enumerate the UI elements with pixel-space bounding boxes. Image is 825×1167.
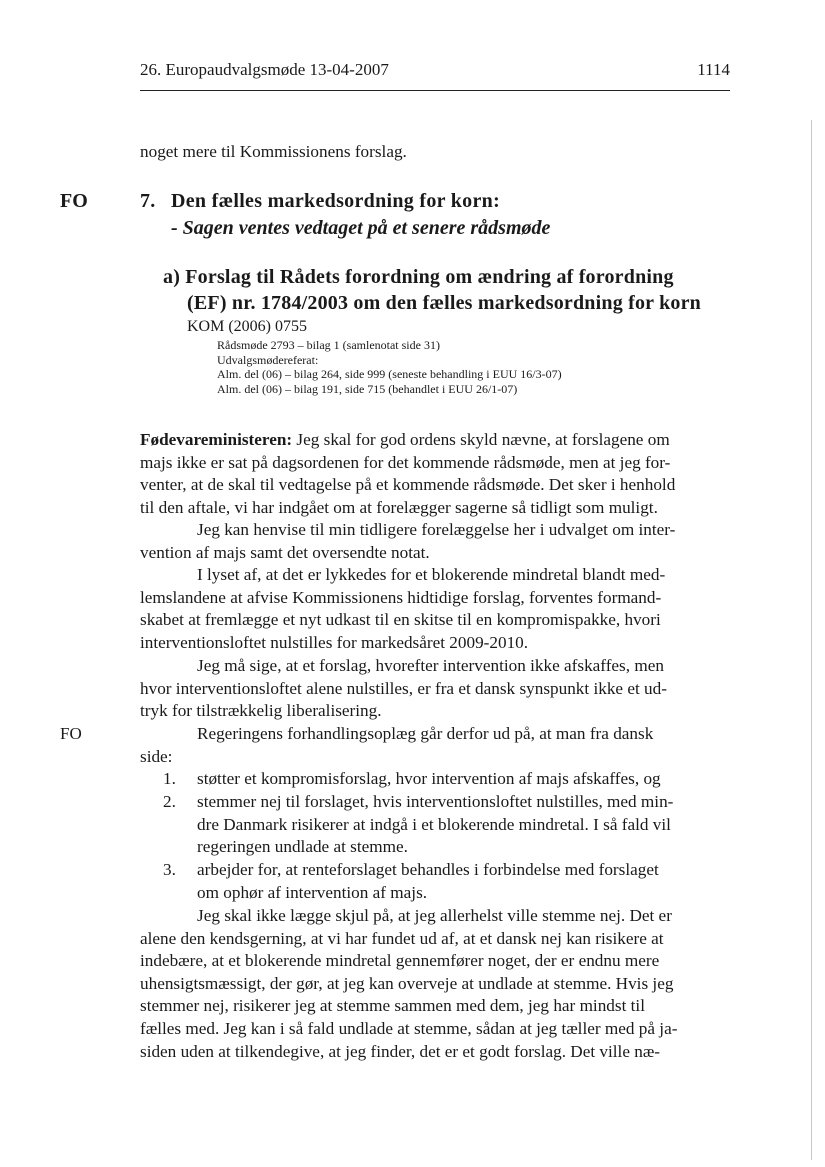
list-item-text: arbejder for, at renteforslaget behandles i forbindelse med forslaget om ophør af intervention af majs. (197, 860, 659, 902)
paragraph-2: Jeg kan henvise til min tidligere forelæggelse her i udvalget om inter- vention af majs samt det oversendte notat. (140, 520, 676, 562)
paragraph-3: I lyset af, at det er lykkedes for et blokerende mindretal blandt med- lemslandene at afvise Kommissionens hidtidige forslag, forventes formand- skabet at fremlægge et nyt udkast til en skitse til en kompromispakke, hvori interventionsloftet nulstilles for markedsåret 2009-2010. (140, 565, 666, 652)
list-item-text: stemmer nej til forslaget, hvis interventionsloftet nulstilles, med min- dre Danmark risikerer at indgå i et blokerende mindretal. I så fald vil regeringen undlade at stemme. (197, 792, 674, 857)
paragraph-4: Jeg må sige, at et forslag, hvorefter intervention ikke afskaffes, men hvor interventionsloftet alene nulstilles, er fra et dansk synspunkt ikke et ud- tryk for tilstrækkelig liberalisering. (140, 656, 667, 721)
margin-label-fo-second: FO (60, 724, 82, 743)
subitem-title-line2: (EF) nr. 1784/2003 om den fælles markedsordning for korn (187, 292, 702, 314)
intro-line: noget mere til Kommissionens forslag. (140, 142, 407, 161)
subitem-title-line1: a) Forslag til Rådets forordning om ændring af forordning (163, 266, 674, 288)
list-number: 1. (163, 769, 176, 788)
item-title: Den fælles markedsordning for korn: (171, 190, 501, 212)
scan-edge-line (811, 120, 812, 1160)
list-item-text: støtter et kompromisforslag, hvor intervention af majs afskaffes, og (197, 769, 661, 788)
reference-item: Alm. del (06) – bilag 191, side 715 (behandlet i EUU 26/1-07) (217, 381, 518, 396)
list-item (163, 859, 176, 882)
list-item (163, 791, 176, 814)
reference-item: Udvalgsmødereferat: (217, 352, 319, 367)
page-header (140, 60, 730, 91)
item-number: 7. (140, 190, 156, 212)
paragraph-6: Jeg skal ikke lægge skjul på, at jeg allerhelst ville stemme nej. Det er alene den kendsgerning, at vi har fundet ud af, at et dansk nej kan risikere at indebære, at et blokerende mindretal gennemfører noget, der er endnu mere uhensigtsmæssigt, der gør, at jeg kan overveje at undlade at stemme. Hvis jeg stemmer nej, risikerer jeg at stemme sammen med dem, jeg har mindst til fælles med. Jeg kan i så fald undlade at stemme, sådan at jeg tæller med på ja- siden uden at tilkendegive, at jeg finder, det er et godt forslag. Det ville næ- (140, 906, 678, 1061)
paragraph-1: Fødevareministeren: Jeg skal for god ordens skyld nævne, at forslagene om majs ikke er sat på dagsordenen for det kommende rådsmøde, men at jeg for- venter, at de skal til vedtagelse på et kommende rådsmøde. Det sker i henhold til den aftale, vi har indgået om at forelægger sagerne så tidligt som muligt. (140, 430, 676, 517)
item-subtitle: - Sagen ventes vedtaget på et senere rådsmøde (171, 217, 551, 239)
page-number: 1114 (697, 60, 730, 79)
paragraph-5: Regeringens forhandlingsoplæg går derfor ud på, at man fra dansk side: (140, 724, 654, 766)
kom-reference: KOM (2006) 0755 (187, 318, 307, 335)
reference-list (217, 338, 562, 396)
list-number: 3. (163, 860, 176, 879)
reference-item: Rådsmøde 2793 – bilag 1 (samlenotat side 31) (217, 338, 440, 352)
header-title: 26. Europaudvalgsmøde 13-04-2007 (140, 60, 389, 79)
speaker-name: Fødevareministeren: (140, 430, 293, 449)
list-number: 2. (163, 792, 176, 811)
reference-item: Alm. del (06) – bilag 264, side 999 (seneste behandling i EUU 16/3-07) (217, 367, 562, 381)
list-item (163, 768, 176, 791)
margin-label-fo: FO (60, 190, 88, 212)
